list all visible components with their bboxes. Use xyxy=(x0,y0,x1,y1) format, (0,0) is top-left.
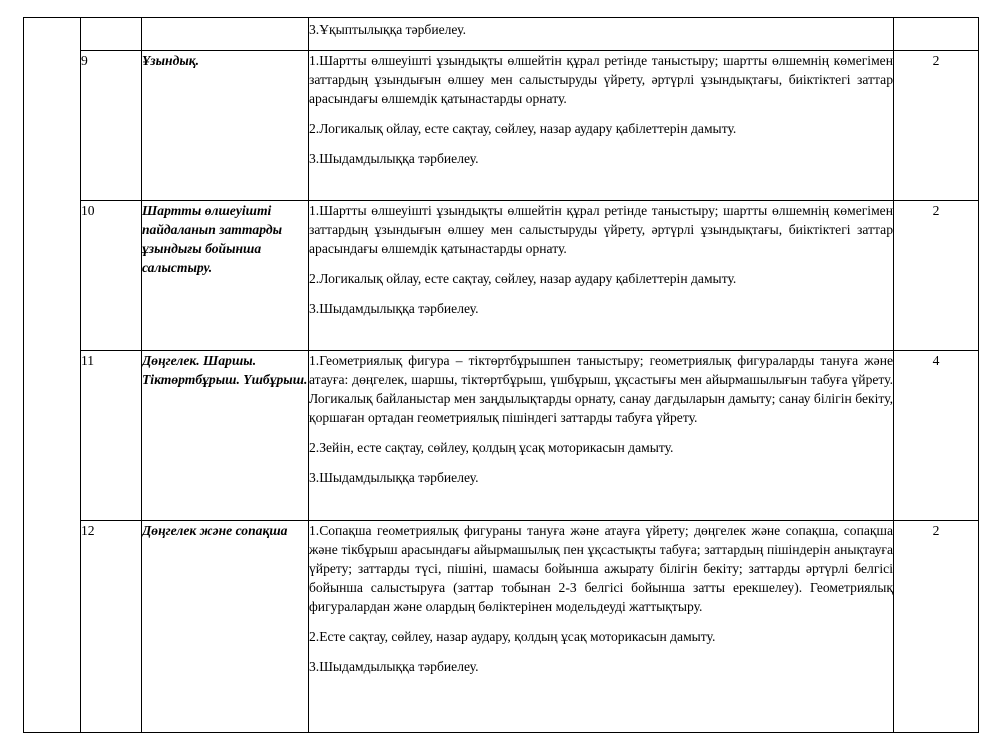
table-row xyxy=(24,18,979,51)
table-row xyxy=(24,521,979,733)
lesson-number: 12 xyxy=(81,521,142,733)
lesson-number: 10 xyxy=(81,201,142,351)
lesson-hours: 2 xyxy=(894,51,979,201)
goal-text: 1.Геометриялық фигура – тіктөртбұрышпен таныстыру; геометриялық фигураларды тануға және атауға: дөңгелек, шаршы, тіктөртбұрыш, үшбұрыш, ұқсастығы мен айырмашылығын табуға үйрету. Логикалық байланыстар мен заңдылықтарды орнату, санау дағдыларын дамыту; санау білігін бекіту, қоршаған ортадан геометриялық пішіндегі заттарды табуға үйрету. xyxy=(309,353,893,425)
goal-text: 3.Шыдамдылыққа тәрбиелеу. xyxy=(309,470,479,485)
lesson-topic: Дөңгелек және сопақша xyxy=(142,521,309,733)
goal-text: 3.Ұқыптылыққа тәрбиелеу. xyxy=(309,22,466,37)
lesson-topic: Шартты өлшеуішті пайдаланып заттарды ұзындығы бойынша салыстыру. xyxy=(142,201,309,351)
lesson-hours: 2 xyxy=(894,201,979,351)
lesson-topic: Ұзындық. xyxy=(142,51,309,201)
goal-text: 2.Логикалық ойлау, есте сақтау, сөйлеу, назар аудару қабілеттерін дамыту. xyxy=(309,121,737,136)
goal-text: 2.Зейін, есте сақтау, сөйлеу, қолдың ұсақ моторикасын дамыту. xyxy=(309,440,674,455)
goal-text: 1.Шартты өлшеуішті ұзындықты өлшейтін құрал ретінде таныстыру; шартты өлшемнің көмегімен заттардың ұзындығын өлшеу мен салыстыруды үйрету, әртүрлі ұзындықтағы, биіктіктегі заттар арасындағы өлшемдік қатынастарды орнату. xyxy=(309,53,893,106)
lesson-goals xyxy=(309,201,894,351)
goal-text: 2.Есте сақтау, сөйлеу, назар аудару, қолдың ұсақ моторикасын дамыту. xyxy=(309,629,716,644)
table-row xyxy=(24,201,979,351)
lesson-topic: Дөңгелек. Шаршы. Тіктөртбұрыш. Үшбұрыш. xyxy=(142,351,309,521)
lesson-goals xyxy=(309,351,894,521)
lesson-goals xyxy=(309,51,894,201)
lesson-hours xyxy=(894,18,979,51)
goal-text: 1.Сопақша геометриялық фигураны тануға және атауға үйрету; дөңгелек және сопақша, сопақша және тікбұрыш арасындағы айырмашылық пен ұқсастықты табуға; заттардың пішіндерін анықтауға үйрету; заттарды түсі, пішіні, шамасы бойынша ажырату білігін бекіту; заттарды әртүрлі белгісі бойынша салыстыруға (заттар тобынан 2-3 белгісі бойынша затты ерекшелеу). Геометриялық фигуралардан және олардың бөліктерінен модельдеуді жаттықтыру. xyxy=(309,523,893,614)
lesson-number: 9 xyxy=(81,51,142,201)
goal-text: 2.Логикалық ойлау, есте сақтау, сөйлеу, назар аудару қабілеттерін дамыту. xyxy=(309,271,737,286)
table-row xyxy=(24,351,979,521)
lesson-number xyxy=(81,18,142,51)
lesson-topic xyxy=(142,18,309,51)
goal-text: 1.Шартты өлшеуішті ұзындықты өлшейтін құрал ретінде таныстыру; шартты өлшемнің көмегімен заттардың ұзындығын өлшеу мен салыстыруды үйрету, әртүрлі ұзындықтағы, биіктіктегі заттар арасындағы өлшемдік қатынастарды орнату. xyxy=(309,203,893,256)
goal-text: 3.Шыдамдылыққа тәрбиелеу. xyxy=(309,151,479,166)
lesson-number: 11 xyxy=(81,351,142,521)
goal-text: 3.Шыдамдылыққа тәрбиелеу. xyxy=(309,301,479,316)
lesson-goals xyxy=(309,18,894,51)
lesson-plan-table xyxy=(23,17,979,733)
table-row xyxy=(24,51,979,201)
lesson-goals xyxy=(309,521,894,733)
lesson-hours: 2 xyxy=(894,521,979,733)
goal-text: 3.Шыдамдылыққа тәрбиелеу. xyxy=(309,659,479,674)
section-cell xyxy=(24,18,81,733)
lesson-hours: 4 xyxy=(894,351,979,521)
